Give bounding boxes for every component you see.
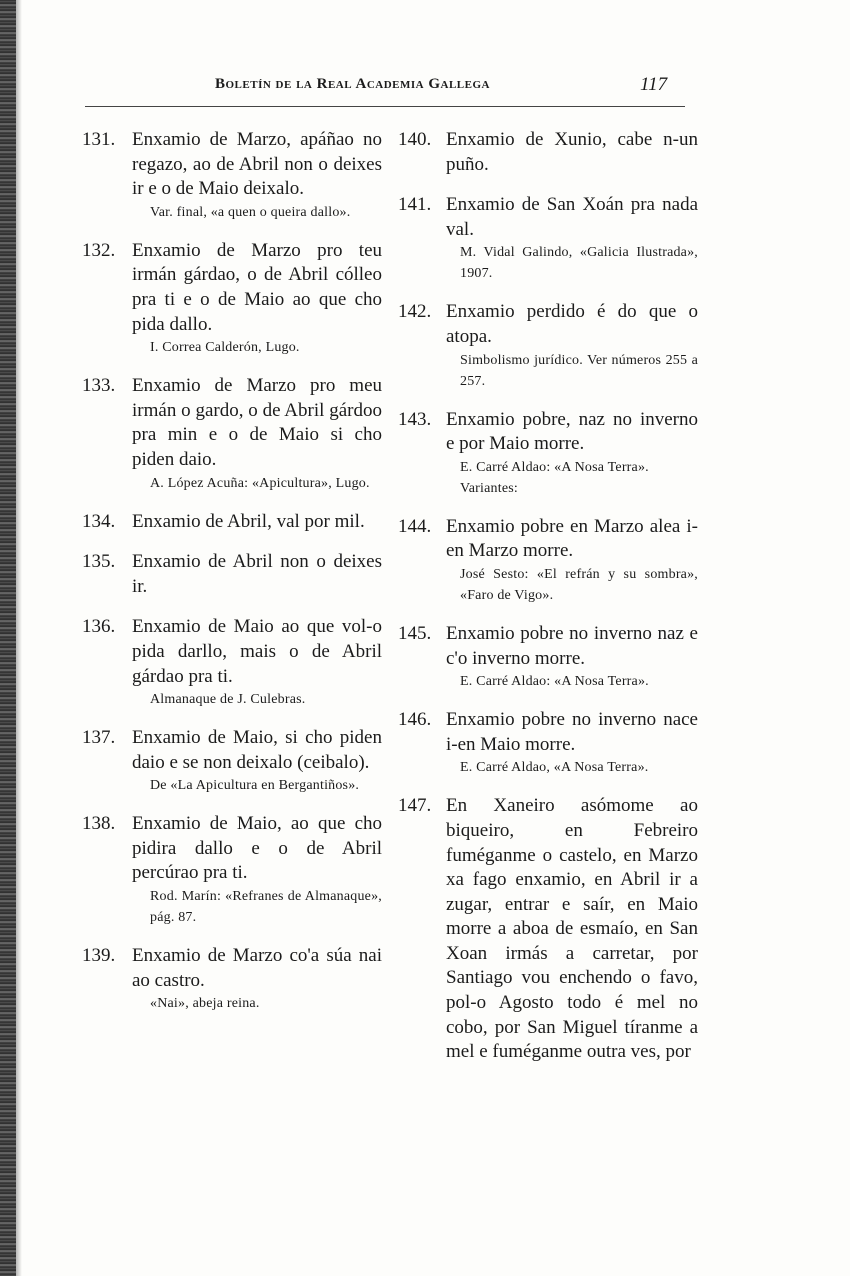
- proverb-text: Enxamio de Maio, si cho piden daio e se non deixalo (ceibalo).: [132, 727, 382, 773]
- proverb-text: Enxamio pobre en Marzo alea i-en Marzo morre.: [446, 515, 698, 562]
- source-note: E. Carré Aldao: «A Nosa Terra».: [460, 674, 649, 690]
- proverb-entry: [398, 408, 698, 499]
- proverb-text: Enxamio pobre no inverno nace i-en Maio morre.: [446, 709, 698, 755]
- proverb-entry: [398, 622, 698, 692]
- entry-number: 137.: [82, 727, 116, 749]
- source-note: Simbolismo jurídico. Ver números 255 a 257.: [460, 352, 698, 389]
- source-note: I. Correa Calderón, Lugo.: [150, 340, 300, 356]
- entry-number: 131.: [82, 129, 116, 150]
- proverb-text: Enxamio perdido é do que o atopa.: [446, 301, 698, 347]
- proverb-entry: [82, 510, 382, 535]
- spine-shadow: [16, 0, 22, 1276]
- entry-number: 147.: [398, 795, 432, 817]
- entry-number: 143.: [398, 408, 432, 430]
- proverb-entry: [82, 615, 382, 710]
- proverb-entry: [82, 128, 382, 223]
- source-note: E. Carré Aldao, «A Nosa Terra».: [460, 760, 649, 776]
- proverb-entry: [398, 515, 698, 606]
- proverb-entry: [82, 239, 382, 358]
- proverb-text: Enxamio de Xunio, cabe n-un puño.: [446, 129, 698, 175]
- header-rule: [85, 106, 685, 107]
- entry-number: 136.: [82, 616, 116, 638]
- running-header: [85, 72, 685, 102]
- entry-number: 138.: [82, 813, 116, 835]
- proverb-text: Enxamio de Marzo pro teu irmán gárdao, o de Abril cólleo pra ti e o de Maio ao que cho pida dallo.: [132, 239, 382, 335]
- source-note: Var. final, «a quen o queira dallo».: [150, 204, 351, 220]
- entry-number: 140.: [398, 129, 432, 150]
- book-spine-edge: [0, 0, 16, 1276]
- entry-number: 132.: [82, 239, 116, 261]
- entry-number: 141.: [398, 194, 432, 216]
- proverb-entry: [398, 128, 698, 177]
- source-note: E. Carré Aldao: «A Nosa Terra».: [460, 459, 649, 475]
- proverb-entry: [398, 708, 698, 778]
- page-number: 117: [640, 74, 668, 95]
- entry-number: 134.: [82, 510, 116, 532]
- source-note: De «La Apicultura en Bergantiños».: [150, 778, 360, 794]
- proverb-entry: [82, 726, 382, 796]
- source-note: M. Vidal Galindo, «Galicia Ilustrada», 1907.: [460, 245, 698, 282]
- entry-number: 145.: [398, 622, 432, 644]
- entry-number: 139.: [82, 945, 116, 967]
- proverb-text: Enxamio pobre no inverno naz e c'o inverno morre.: [446, 622, 698, 669]
- proverb-entry: [398, 193, 698, 284]
- variants-label: Variantes:: [460, 480, 518, 496]
- source-note: José Sesto: «El refrán y su sombra», «Faro de Vigo».: [460, 566, 698, 603]
- proverb-text: Enxamio de Maio, ao que cho pidira dallo e o de Abril percúrao pra ti.: [132, 813, 382, 884]
- proverb-entry: [82, 550, 382, 599]
- proverb-text: Enxamio de Maio ao que vol-o pida darllo, mais o de Abril gárdao pra ti.: [132, 616, 382, 687]
- proverb-text: Enxamio de San Xoán pra nada val.: [446, 194, 698, 240]
- proverb-text: Enxamio de Marzo pro meu irmán o gardo, o de Abril gárdoo pra min e o de Maio si cho piden daio.: [132, 375, 382, 470]
- source-note: «Nai», abeja reina.: [150, 996, 260, 1012]
- proverb-entry: [82, 812, 382, 928]
- proverb-text: Enxamio de Abril non o deixes ir.: [132, 551, 382, 597]
- proverb-entry: [398, 794, 698, 1065]
- entry-number: 146.: [398, 709, 432, 731]
- entry-number: 133.: [82, 375, 116, 397]
- proverb-text: Enxamio de Abril, val por mil.: [132, 510, 365, 532]
- entry-number: 135.: [82, 551, 116, 573]
- entry-number: 142.: [398, 301, 432, 323]
- source-note: Almanaque de J. Culebras.: [150, 692, 306, 708]
- proverb-entry: [82, 944, 382, 1014]
- proverb-entry: [398, 300, 698, 391]
- proverb-entry: [82, 374, 382, 493]
- source-note: Rod. Marín: «Refranes de Almanaque», pág. 87.: [150, 889, 382, 926]
- proverb-text: Enxamio de Marzo, apáñao no regazo, ao de Abril non o deixes ir e o de Maio deixalo.: [132, 129, 382, 200]
- source-note: A. López Acuña: «Apicultura», Lugo.: [150, 475, 370, 491]
- proverb-text: Enxamio de Marzo co'a súa nai ao castro.: [132, 945, 382, 991]
- left-column: [82, 128, 382, 1030]
- proverb-text: En Xaneiro asómome ao biqueiro, en Febreiro fuméganme o castelo, en Marzo xa fago enxamio, en Abril ir a zugar, entrar e saír, en Maio morre a aboa de esmaío, en San Xoan irmás a carretar, por Santiago vou enchendo o favo, pol-o Agosto todo é mel no cobo, por San Miguel tíranme a mel e fuméganme outra ves, por: [446, 795, 698, 1063]
- proverb-text: Enxamio pobre, naz no inverno e por Maio morre.: [446, 408, 698, 455]
- entry-number: 144.: [398, 515, 432, 537]
- right-column: [398, 128, 698, 1081]
- journal-title: Boletín de la Real Academia Gallega: [215, 76, 490, 92]
